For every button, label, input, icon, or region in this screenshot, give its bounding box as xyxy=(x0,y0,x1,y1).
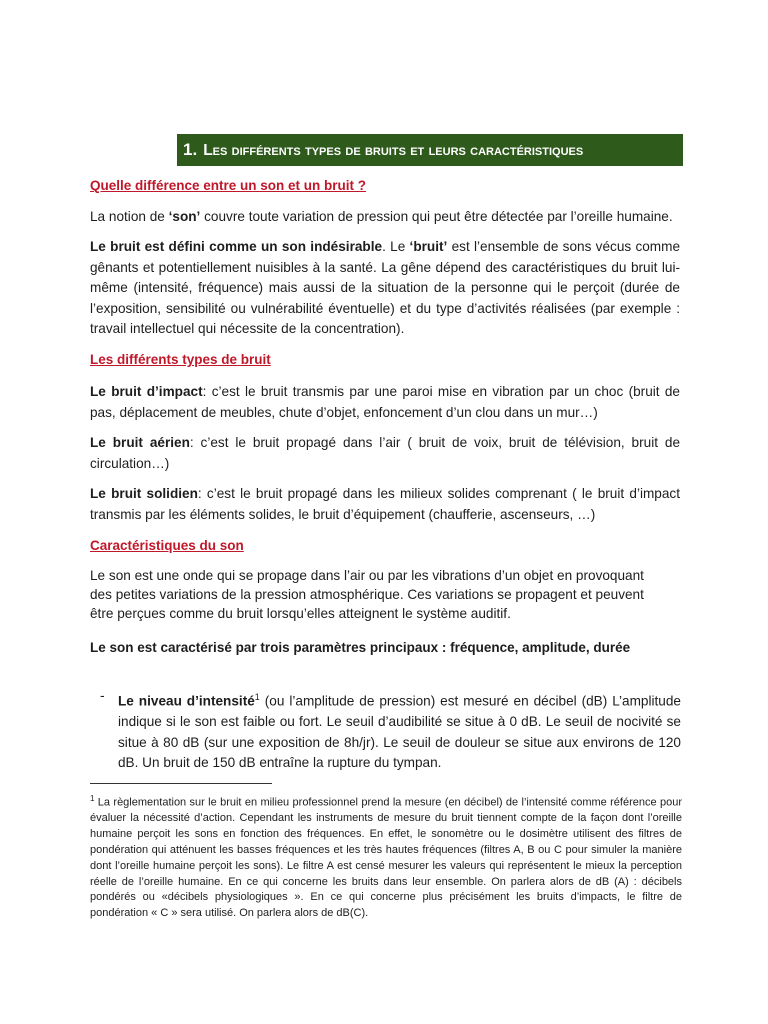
footnote-text: La règlementation sur le bruit en milieu professionnel prend la mesure (en décibel) de l’intensité comme référence pour évaluer la nécessité d’action. Cependant les instruments de mesure du bruit tiennent compte de la façon dont l’oreille humaine perçoit les sons en fonction des fréquences. En effet, le sonomètre ou le dosimètre utilisent des filtres de pondération qui atténuent les basses fréquences et les très hautes fréquences (filtres A, B ou C pour simuler la manière dont l’oreille humaine perçoit les sons). Le filtre A est censé mesurer les valeurs qui représentent le mieux la perception réelle de l’oreille humaine. En ce qui concerne les bruits dans leur ensemble. On parlera alors de dB (A) : décibels pondérés ou «décibels physiologiques ». En ce qui concerne plus précisément les bruits d’impacts, le filtre de pondération « C » sera utilisé. On parlera alors de dB(C). xyxy=(90,796,682,920)
text-run: (ou l’amplitude de pression) est mesuré en décibel (dB) L’amplitude indique si le son est faible ou fort. Le seuil d’audibilité se situe à 0 dB. Le seuil de nocivité se situe à 80 dB (sur une exposition de 8h/jr). Le seuil de douleur se situe aux environs de 120 dB. Un bruit de 150 dB entraîne la rupture du tympan. xyxy=(118,693,681,771)
text-run: La notion de xyxy=(90,209,169,224)
bold-label-impact: Le bruit d’impact xyxy=(90,384,203,399)
bold-summary-line: Le son est caractérisé par trois paramètres principaux : fréquence, amplitude, durée xyxy=(90,640,631,655)
bold-label-solidien: Le bruit solidien xyxy=(90,486,198,501)
bold-term-bruit: ‘bruit’ xyxy=(409,239,448,254)
footnote-marker: 1 xyxy=(90,794,95,803)
text-run: est l’ensemble de sons vécus comme gênants et potentiellement nuisibles à la santé. La gêne dépend des caractéristiques du bruit lui-même (intensité, fréquence) mais aussi de la situation de la personne qui le perçoit (durée de l’exposition, sensibilité ou vulnérabilité éventuelle) et du type d’activités réalisées (par exemple : travail intellectuel qui nécessite de la concentration). xyxy=(90,239,681,336)
footnote-separator xyxy=(90,783,272,784)
bullet-dash: - xyxy=(100,687,105,703)
bold-label-intensite: Le niveau d’intensité xyxy=(118,693,255,709)
paragraph-notion-son xyxy=(90,207,680,228)
heading-son-vs-bruit: Quelle différence entre un son et un bruit ? xyxy=(90,178,367,193)
text-run: : c’est le bruit transmis par une paroi mise en vibration par un choc (bruit de pas, déplacement de meubles, chute d’objet, enfoncement d’un clou dans un mur…) xyxy=(90,384,680,420)
section-number: 1. xyxy=(183,140,198,159)
text-run: . Le xyxy=(382,239,410,254)
text-run: couvre toute variation de pression qui peut être détectée par l’oreille humaine. xyxy=(200,209,673,224)
footnote-1 xyxy=(90,791,682,922)
text-run: : c’est le bruit propagé dans l’air ( bruit de voix, bruit de télévision, bruit de circulation…) xyxy=(90,435,680,471)
section-title-text: Les différents types de bruits et leurs caractéristiques xyxy=(203,142,584,159)
bold-definition: Le bruit est défini comme un son indésirable xyxy=(90,239,383,254)
section-title-banner xyxy=(177,134,683,166)
bullet-niveau-intensite xyxy=(118,687,681,774)
paragraph-definition-bruit xyxy=(90,237,680,340)
bold-term-son: ‘son’ xyxy=(168,209,201,224)
bold-label-aerien: Le bruit aérien xyxy=(90,435,190,450)
footnote-ref[interactable]: 1 xyxy=(254,692,260,702)
paragraph-onde-son: Le son est une onde qui se propage dans l’air ou par les vibrations d’un objet en provoquant des petites variations de la pression atmosphérique. Ces variations se propagent et peuvent être perçues comme du bruit lorsqu’elles atteignent le système auditif. xyxy=(90,568,644,621)
text-run: : c’est le bruit propagé dans les milieux solides comprenant ( le bruit d’impact transmis par les éléments solides, le bruit d’équipement (chaufferie, ascenseurs, …) xyxy=(90,486,681,522)
paragraph-bruit-aerien xyxy=(90,433,680,474)
heading-caracteristiques-son: Caractéristiques du son xyxy=(90,538,244,553)
paragraph-bruit-impact xyxy=(90,382,680,423)
heading-types-de-bruit: Les différents types de bruit xyxy=(90,352,271,367)
paragraph-bruit-solidien xyxy=(90,484,680,525)
